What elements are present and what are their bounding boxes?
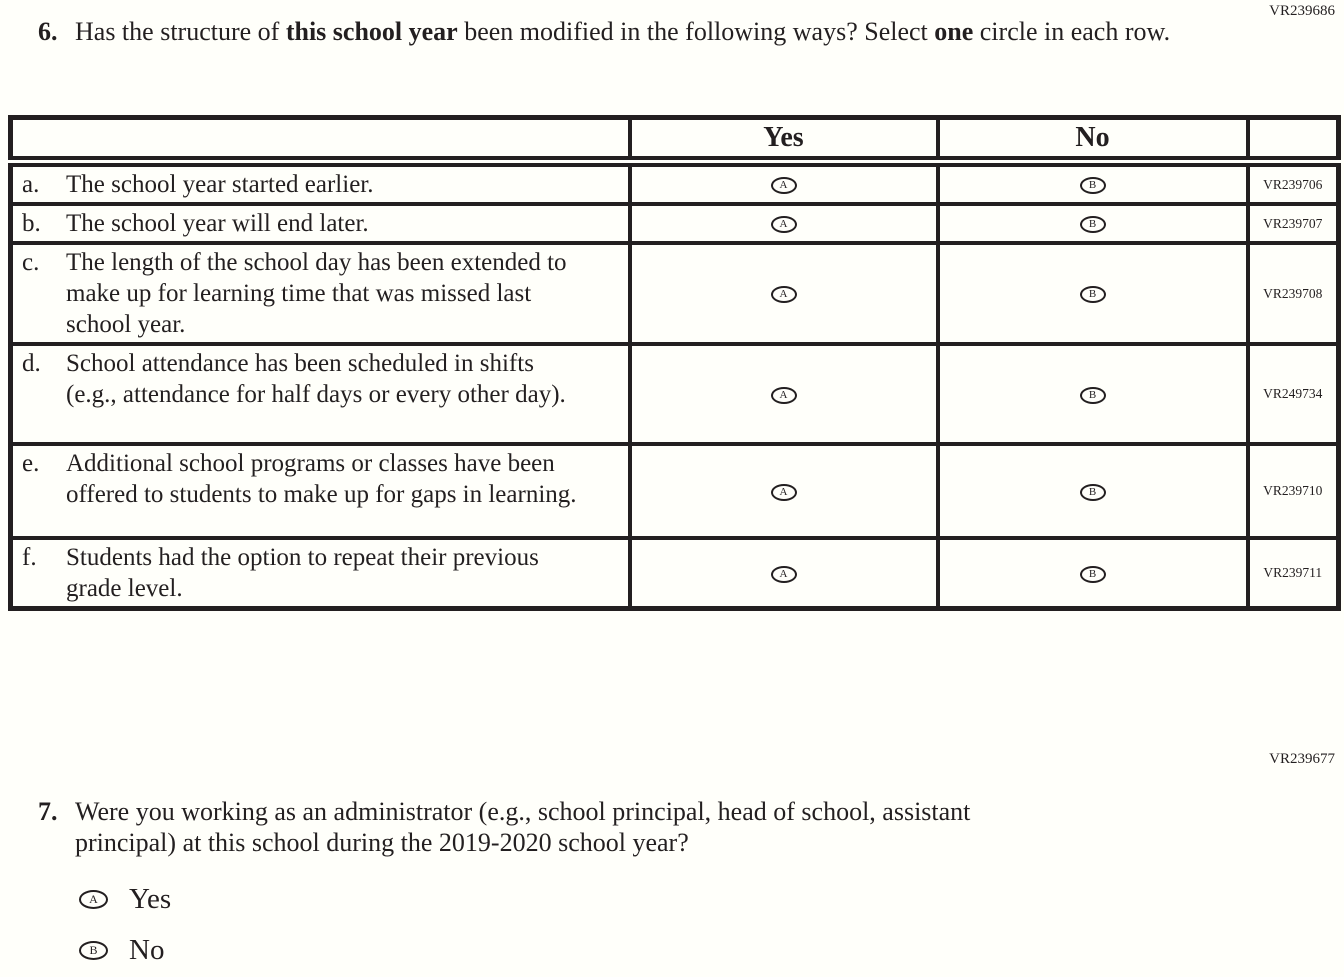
table-row-e — [11, 444, 1339, 538]
q6-response-table — [8, 115, 1341, 611]
table-row-a — [11, 162, 1339, 205]
bold-phrase-this-school-year: this school year — [285, 17, 458, 46]
row-statement: Additional school programs or classes have been offered to students to make up for gaps in learning. — [66, 450, 577, 508]
row-vr-code: VR239708 — [1248, 243, 1339, 344]
table-row-b — [11, 204, 1339, 243]
yes-bubble[interactable]: A — [771, 216, 797, 233]
no-bubble[interactable]: B — [1080, 387, 1106, 404]
option-b-bubble[interactable]: B — [79, 941, 108, 960]
q7-option-no[interactable] — [79, 935, 1030, 965]
q7-option-no-label: No — [129, 934, 165, 966]
row-statement: The school year will end later. — [66, 210, 369, 237]
row-statement: The length of the school day has been extended to make up for learning time that was missed last school year. — [66, 249, 567, 338]
no-bubble[interactable]: B — [1080, 566, 1106, 583]
bold-word-one: one — [934, 17, 974, 46]
row-letter: f. — [22, 544, 37, 571]
table-row-f — [11, 538, 1339, 609]
question-7-options — [79, 884, 1030, 965]
question-6 — [38, 16, 1170, 47]
row-letter: e. — [22, 450, 40, 477]
header-no-cell: No — [938, 118, 1248, 162]
no-bubble[interactable]: B — [1080, 286, 1106, 303]
table-header-row — [11, 118, 1339, 162]
q7-vr-code: VR239677 — [1269, 751, 1335, 767]
yes-bubble[interactable]: A — [771, 177, 797, 194]
yes-bubble[interactable]: A — [771, 566, 797, 583]
yes-bubble[interactable]: A — [771, 484, 797, 501]
row-letter: a. — [22, 171, 40, 198]
question-6-text: Has the structure of this school year been modified in the following ways? Select one circle in each row. — [75, 17, 1171, 46]
question-7-text: Were you working as an administrator (e.g., school principal, head of school, assistant principal) at this school during the 2019-2020 school year? — [75, 797, 971, 857]
no-bubble[interactable]: B — [1080, 216, 1106, 233]
q7-option-yes[interactable] — [79, 884, 1030, 914]
table-row-d — [11, 344, 1339, 444]
question-7 — [38, 796, 1030, 977]
header-code-cell — [1248, 118, 1339, 162]
row-vr-code: VR249734 — [1248, 344, 1339, 444]
option-a-bubble[interactable]: A — [79, 890, 108, 909]
row-letter: d. — [22, 350, 41, 377]
row-letter: b. — [22, 210, 41, 237]
row-vr-code: VR239711 — [1248, 538, 1339, 609]
header-yes-cell: Yes — [630, 118, 938, 162]
yes-bubble[interactable]: A — [771, 387, 797, 404]
row-statement: The school year started earlier. — [66, 171, 374, 198]
row-vr-code: VR239706 — [1248, 162, 1339, 205]
table-row-c — [11, 243, 1339, 344]
row-vr-code: VR239707 — [1248, 204, 1339, 243]
row-statement: Students had the option to repeat their previous grade level. — [66, 544, 539, 602]
no-bubble[interactable]: B — [1080, 177, 1106, 194]
row-vr-code: VR239710 — [1248, 444, 1339, 538]
yes-bubble[interactable]: A — [771, 286, 797, 303]
question-6-number: 6. — [38, 17, 58, 46]
no-bubble[interactable]: B — [1080, 484, 1106, 501]
row-letter: c. — [22, 249, 40, 276]
header-statement-cell — [11, 118, 630, 162]
q6-vr-code: VR239686 — [1269, 3, 1335, 19]
question-7-number: 7. — [38, 797, 58, 826]
row-statement: School attendance has been scheduled in shifts (e.g., attendance for half days or every other day). — [66, 350, 566, 408]
q7-option-yes-label: Yes — [129, 883, 172, 915]
